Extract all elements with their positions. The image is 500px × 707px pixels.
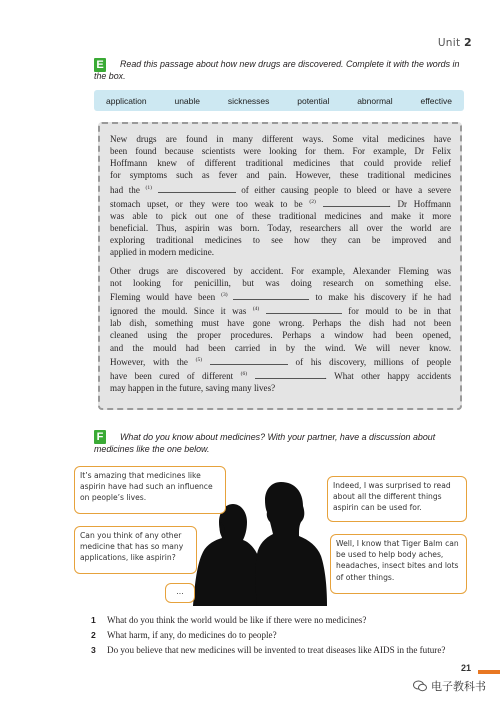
section-f-instruction-line-2: medicines like the one below. [94,444,210,454]
bubble-right-bottom [330,534,467,594]
passage-line: New drugs are found in many different ways. Some vital medicines have [110,134,451,144]
passage-line: beneficial. Thus, aspirin was born. Today, researchers all over the world are [110,223,451,234]
bubble-left-middle-text: Can you think of any other medicine that has so many applications, like aspirin? [80,531,184,563]
word-application: application [106,95,147,106]
passage-text: stomach upset, or they were too weak to be [110,198,310,209]
answer-blank[interactable] [158,184,236,193]
passage-line: may happen in the future, saving many lives? [110,382,276,393]
bubble-left-top-text: It’s amazing that medicines like aspirin have had such an influence on people’s lives. [80,471,213,503]
passage-line: Other drugs are discovered by accident. For example, Alexander Fleming was [110,265,451,276]
page-number: 21 [460,663,471,673]
passage-text: Fleming would have been [110,291,222,302]
passage-text: of either causing people to bleed or have a severe [235,184,451,195]
passage-line: cleaned using the proper procedures. Perhaps a window had been opened, [110,330,451,341]
question-item [91,629,471,641]
bubble-right-top-text: Indeed, I was surprised to read about all the different things aspirin can be used for. [333,481,451,513]
blank-number: (4) [252,306,260,313]
passage-paragraph-2 [110,265,451,395]
passage-line [110,196,451,210]
passage-line [110,368,451,382]
passage-text: to make his discovery if he had [309,291,451,302]
word-unable: unable [174,95,200,106]
passage-text: had the [110,184,146,195]
unit-number: 2 [464,36,472,49]
question-number: 1 [91,615,96,625]
passage-text: for mould to be in that [341,306,451,317]
word-abnormal: abnormal [357,95,393,106]
passage-line [110,182,451,196]
passage-line: for symptoms such as fever and pain. However, these traditional medicines [110,170,451,181]
question-item [91,644,471,656]
watermark-text: 电子教科书 [431,680,486,693]
passage-text: . What other happy accidents [324,370,452,381]
blank-number: (3) [221,291,228,298]
bubble-right-top [327,476,467,522]
passage-line: applied in modern medicine. [110,247,215,258]
section-e-badge: E [94,58,106,72]
bubble-left-bottom [165,583,195,603]
blank-number: (1) [145,184,152,191]
question-text: What do you think the world would be like if there were no medicines? [107,615,367,625]
passage-line: was able to pick out one of these traditional medicines and make it more [110,210,451,221]
answer-blank[interactable] [210,356,288,365]
wechat-icon [413,680,427,692]
passage-text: have been cured of different [110,370,241,381]
passage-line [110,303,451,317]
answer-blank[interactable] [233,291,309,300]
passage-line: exploring traditional medicines to see how they can be improved and [110,235,451,246]
section-e-instruction-line-1: Read this passage about how new drugs are discovered. Complete it with the words in [120,59,460,69]
passage-line [110,354,451,368]
word-box [94,90,464,111]
question-number: 2 [91,629,96,640]
passage-text: ignored the mould. Since it was [110,306,253,317]
unit-header [438,36,472,49]
passage-line [110,289,451,303]
passage-text: . Dr Hoffmann [388,198,451,209]
discussion-questions [91,614,471,658]
section-f-instruction-line-1: What do you know about medicines? With your partner, have a discussion about [120,432,436,442]
reading-passage [98,122,462,410]
bubble-right-bottom-text: Well, I know that Tiger Balm can be used to help body aches, headaches, insect bites and lots of other things. [336,539,459,582]
passage-line: been found because scientists were looking for them. For example, Dr Felix [110,146,451,157]
question-number: 3 [91,644,96,655]
bubble-left-top [74,466,226,514]
passage-line: Hoffmann knew of different traditional medicines that could provide relief [110,158,451,169]
word-effective: effective [420,95,452,106]
passage-paragraph-1 [110,133,451,259]
passage-text: of his discovery, millions of people [287,356,451,367]
section-f-badge: F [94,430,106,444]
question-text: Do you believe that new medicines will be invented to treat diseases like AIDS in the future? [107,644,446,655]
watermark [413,678,486,694]
passage-line: and the mould had been carried in by the wind. We will never know. [110,342,451,353]
answer-blank[interactable] [323,198,389,207]
blank-number: (2) [309,198,316,205]
blank-number: (5) [195,356,203,363]
question-text: What harm, if any, do medicines do to people? [107,629,277,640]
passage-line: not looking for penicillin, but was doing research on something else. [110,277,451,288]
passage-text: However, with the [110,356,196,367]
blank-number: (6) [240,370,248,377]
answer-blank[interactable] [266,305,342,314]
word-potential: potential [297,95,330,106]
unit-label: Unit [437,37,461,49]
section-e-instruction-line-2: the box. [94,71,126,81]
answer-blank[interactable] [255,370,325,379]
word-sicknesses: sicknesses [227,95,270,106]
question-item [91,614,471,626]
bubble-left-bottom-text: ... [176,587,184,596]
page-number-bar [478,670,500,674]
bubble-left-middle [74,526,197,574]
passage-line: lab dish, something must have gone wrong. Perhaps the dish had not been [110,318,451,329]
